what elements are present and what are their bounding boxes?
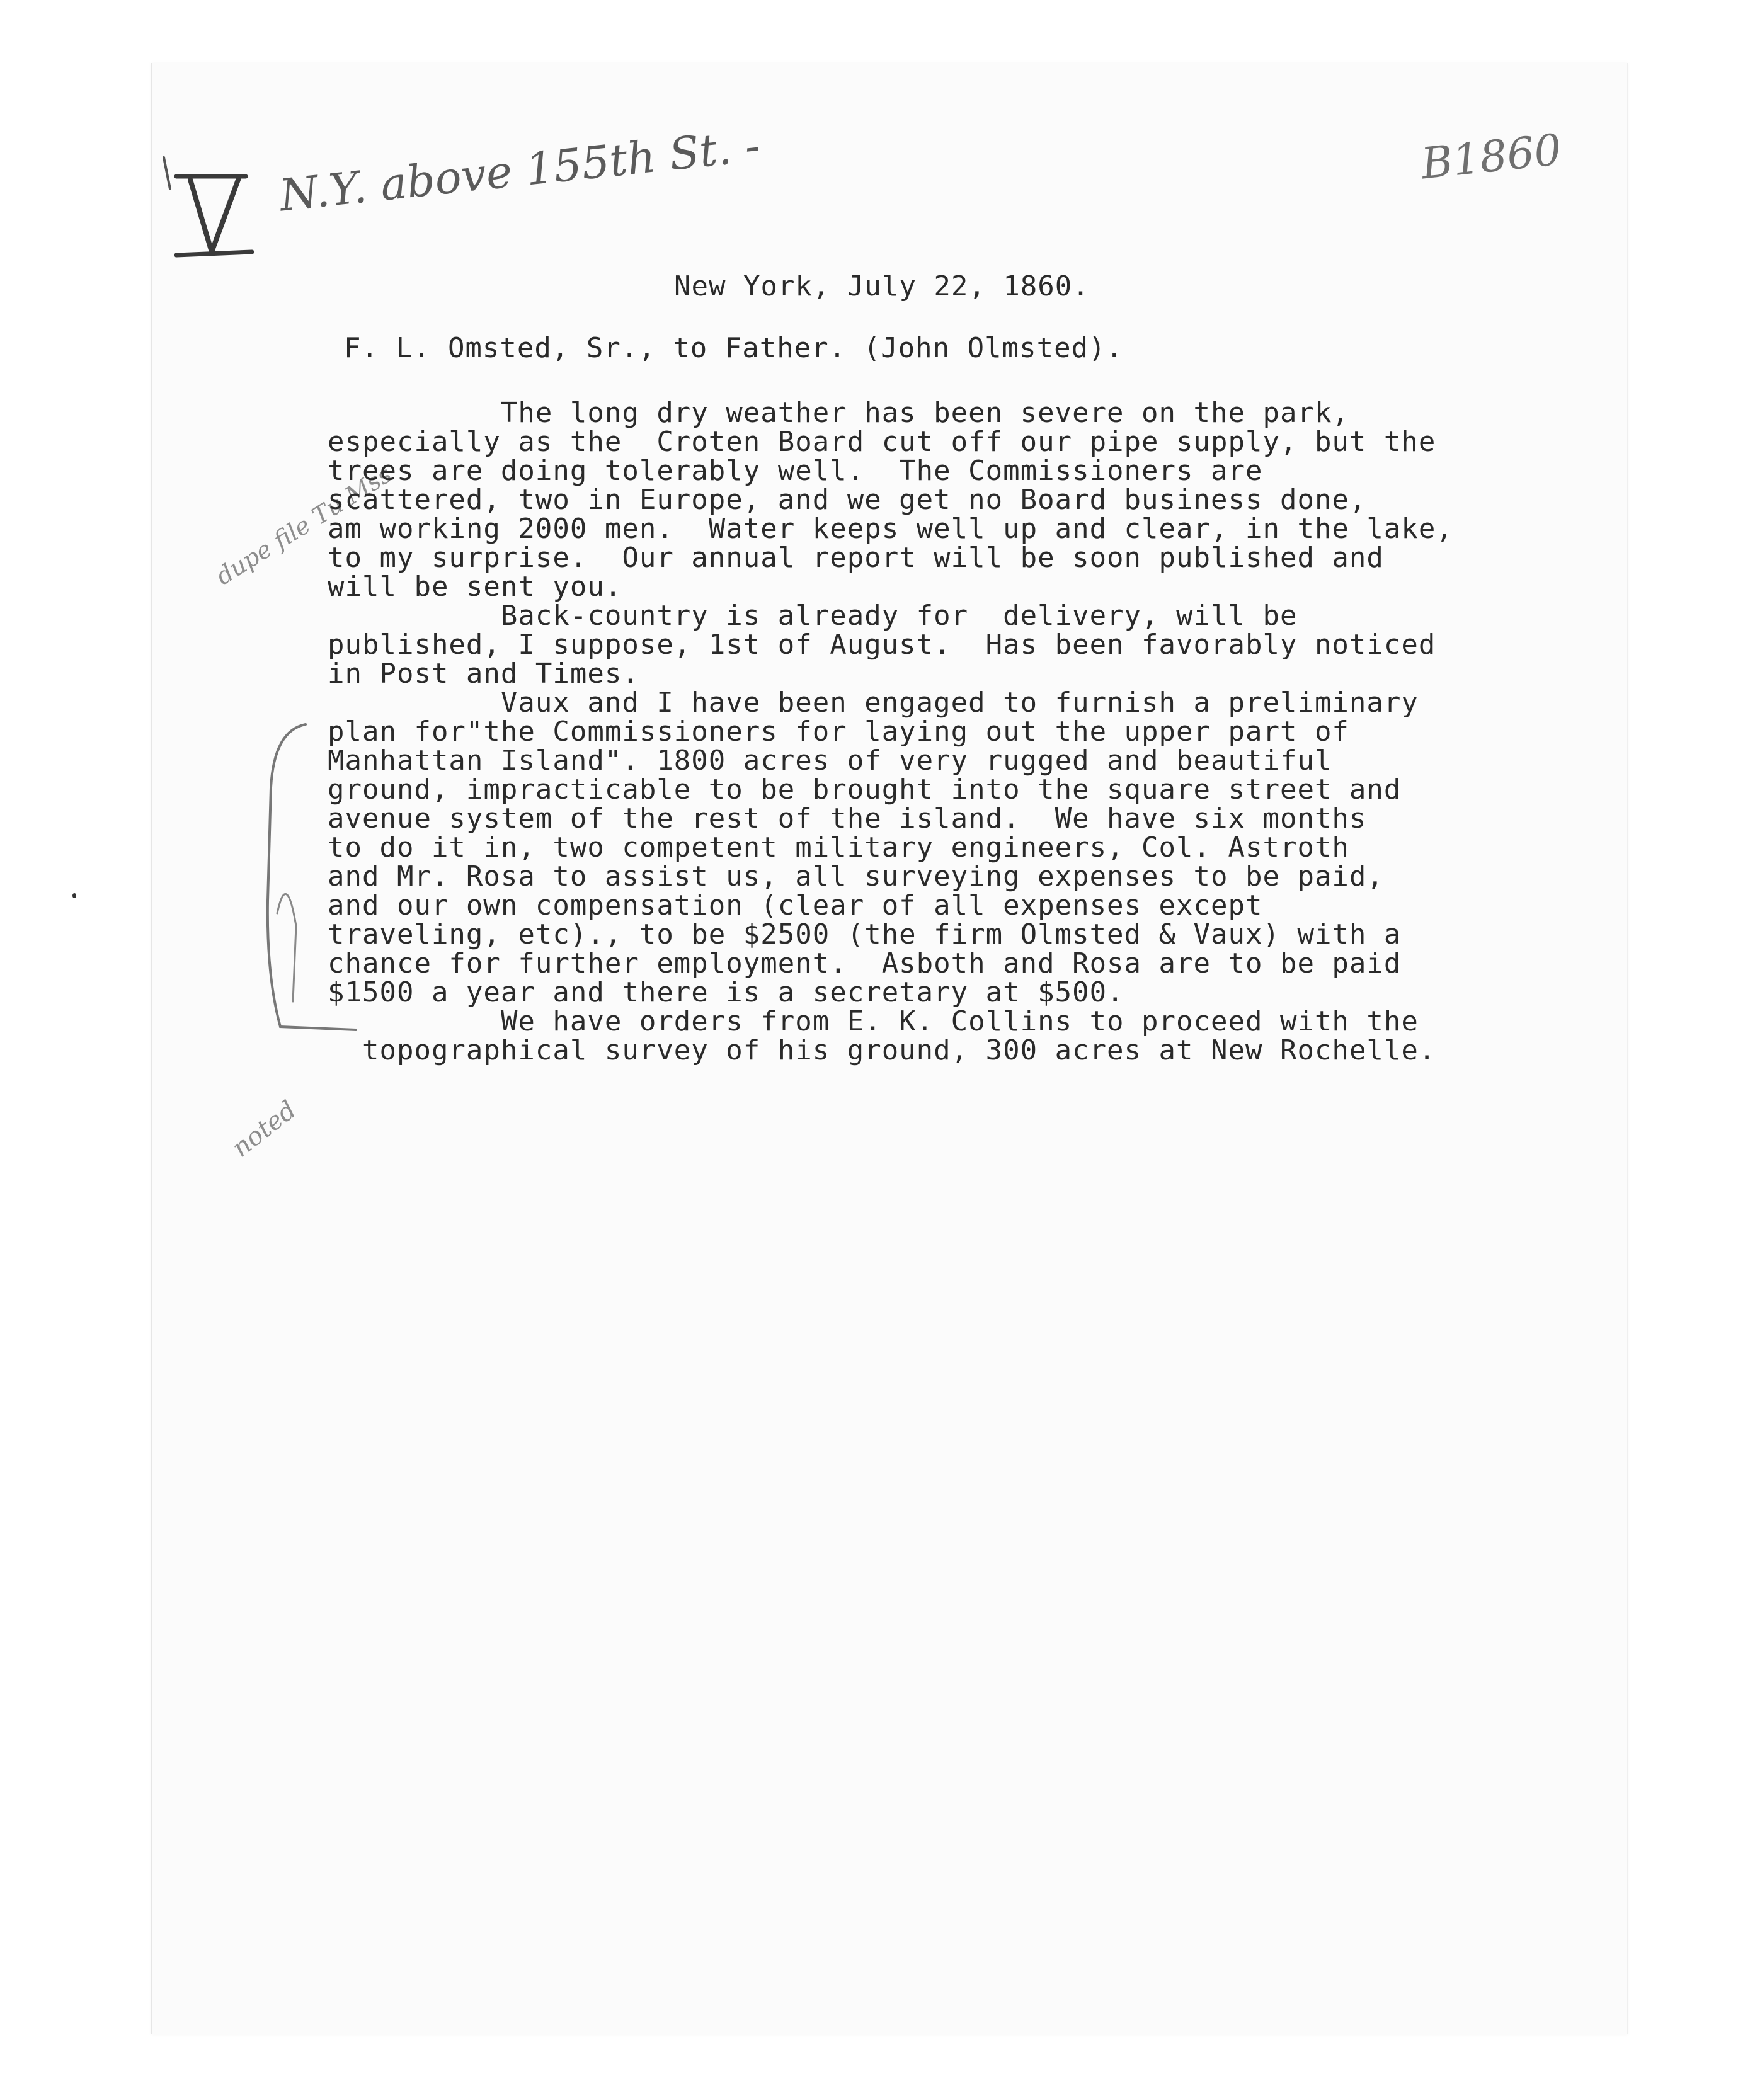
letter-body: The long dry weather has been severe on the park, especially as the Croten Board cut off our pipe supply, but the trees are doing tolerably well. The Commissioners are scattered, two in Europe, and we get no Board business done, am working 2000 men. Water keeps well up and clear, in the lake, to my surprise. Our annual report will be soon published and will be sent you. Back-country is already for delivery, will be published, I suppose, 1st of August. Has been favorably noticed in Post and Times. Vaux and I have been engaged to furnish a preliminary plan for"the Commissioners for laying out the upper part of Manhattan Island". 1800 acres of very rugged and beautiful ground, impracticable to be brought into the square street and avenue system of the rest of the island. We have six months to do it in, two competent military engineers, Col. Astroth and Mr. Rosa to assist us, all surveying expenses to be paid, and our own compensation (clear of all expenses except traveling, etc)., to be $2500 (the firm Olmsted & Vaux) with a chance for further employment. Asboth and Rosa are to be paid $1500 a year and there is a secretary at $500. We have orders from E. K. Collins to proceed with the topographical survey of his ground, 300 acres at New Rochelle. bbox=[328, 397, 1453, 1066]
margin-dot bbox=[72, 893, 76, 898]
handwritten-corner-note: B1860 bbox=[1419, 125, 1564, 190]
handwritten-margin-note-upper: dupe file Tu Mss bbox=[211, 460, 397, 591]
roman-numeral-v-mark bbox=[151, 151, 290, 271]
letter-date-line: New York, July 22, 1860. bbox=[674, 270, 1090, 302]
handwritten-margin-note-lower: noted bbox=[227, 1095, 302, 1163]
handwritten-top-note: N.Y. above 155th St. - bbox=[277, 119, 763, 222]
letter-salutation: F. L. Omsted, Sr., to Father. (John Olmsted). bbox=[344, 332, 1124, 364]
